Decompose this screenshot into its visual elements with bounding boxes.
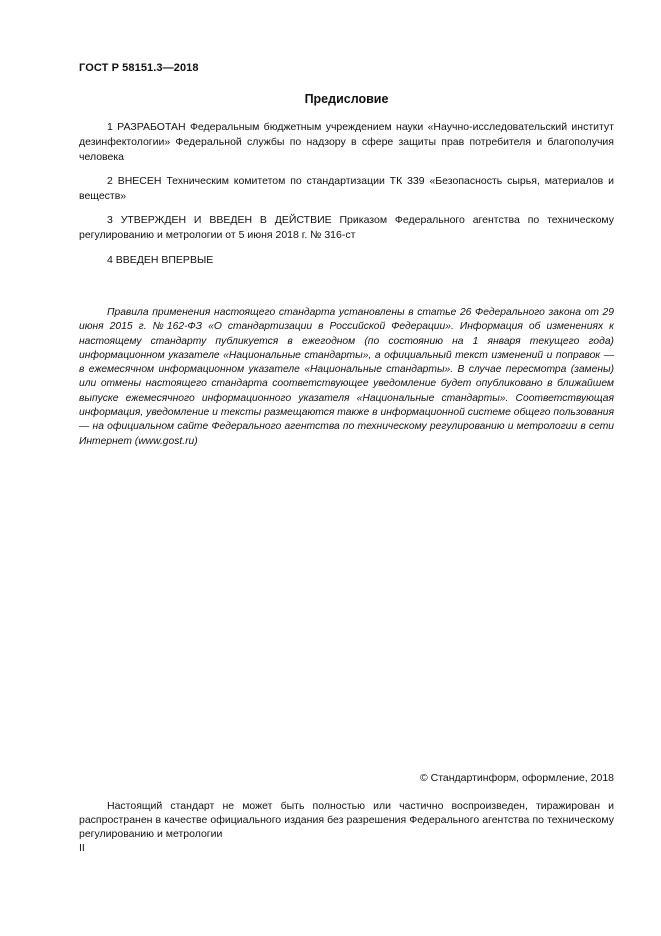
- preface-item-approved: 3 УТВЕРЖДЕН И ВВЕДЕН В ДЕЙСТВИЕ Приказом Федерального агентства по техническому регулированию и метрологии от 5 июня 2018 г. № 316-ст: [79, 214, 614, 241]
- application-rules-note: Правила применения настоящего стандарта установлены в статье 26 Федерального закона от 29 июня 2015 г. №162-ФЗ «О стандартизации в Российской Федерации». Информация об изменениях к настоящему стандарту публикуется в ежегодном (по состоянию на 1 января текущего года) информационном указателе «Национальные стандарты», а официальный текст изменений и поправок — в ежемесячном информационном указателе «Национальные стандарты». В случае пересмотра (замены) или отмены настоящего стандарта соответствующее уведомление будет опубликовано в ближайшем выпуске ежемесячного информационного указателя «Национальные стандарты». Соответствующая информация, уведомление и тексты размещаются также в информационной системе общего пользования — на официальном сайте Федерального агентства по техническому регулированию и метрологии в сети Интернет (www.gost.ru): [79, 307, 614, 447]
- copyright-notice: © Стандартинформ, оформление, 2018: [419, 772, 614, 784]
- page-number: II: [79, 842, 85, 854]
- standard-code: ГОСТ Р 58151.3—2018: [79, 62, 199, 74]
- preface-item-introduced: 2 ВНЕСЕН Техническим комитетом по стандартизации ТК 339 «Безопасность сырья, материалов и веществ»: [79, 175, 614, 202]
- preface-item-developed: 1 РАЗРАБОТАН Федеральным бюджетным учреждением науки «Научно-исследовательский институт дезинфектологии» Федеральной службы по надзору в сфере защиты прав потребителя и благополучия человека: [79, 121, 614, 163]
- preface-item-first-introduced: 4 ВВЕДЕН ВПЕРВЫЕ: [107, 254, 214, 266]
- preface-title: Предисловие: [304, 92, 389, 106]
- reproduction-notice: Настоящий стандарт не может быть полностью или частично воспроизведен, тиражирован и распространен в качестве официального издания без разрешения Федерального агентства по техническому регулированию и метрологии: [79, 800, 614, 840]
